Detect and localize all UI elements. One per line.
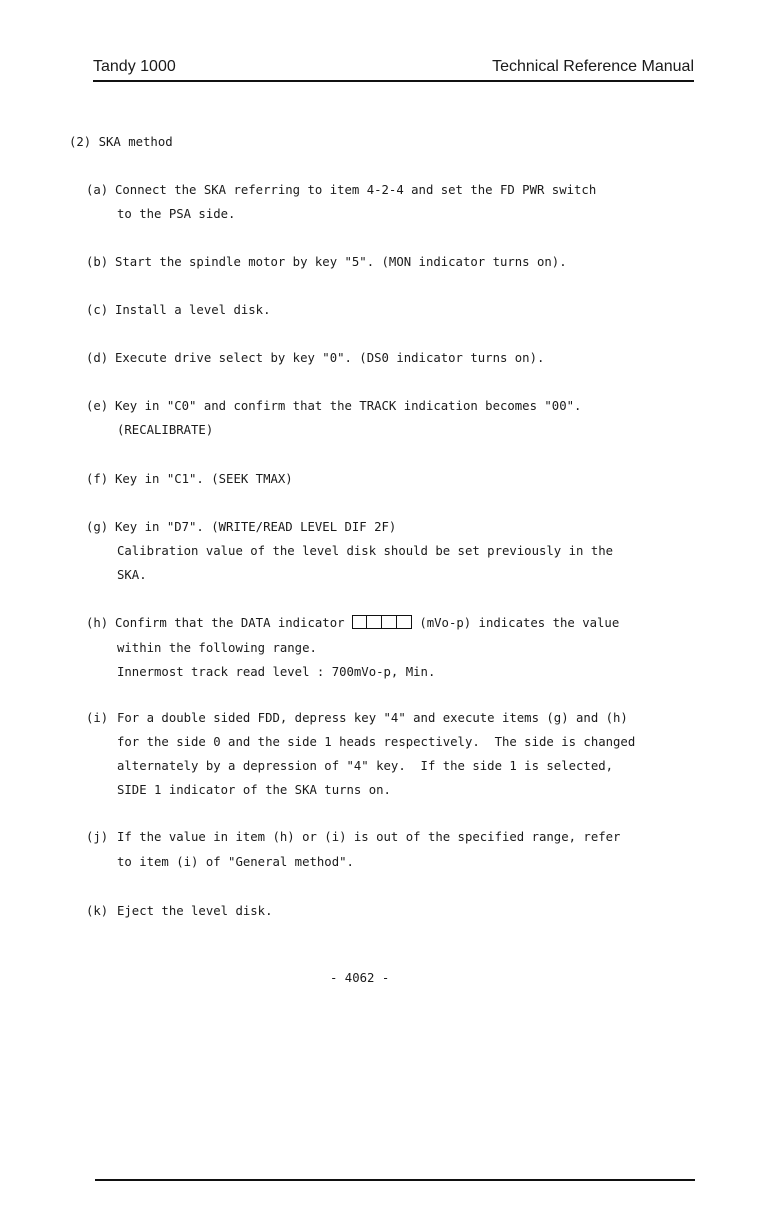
item-label-g: (g) [86,520,109,534]
item-b-line-1: Start the spindle motor by key "5". (MON indicator turns on). [115,255,567,269]
item-label-e: (e) [86,399,109,413]
item-label-k: (k) [86,904,109,918]
page-header [93,58,694,80]
item-j-line-2: to item (i) of "General method". [117,855,354,869]
item-label-b: (b) [86,255,109,269]
item-i-line-2: for the side 0 and the side 1 heads respectively. The side is changed [117,735,636,749]
item-i-line-4: SIDE 1 indicator of the SKA turns on. [117,783,391,797]
header-title-left: Tandy 1000 [93,58,176,75]
item-label-j: (j) [86,830,109,844]
item-g-line-3: SKA. [117,568,147,582]
item-k-line-1: Eject the level disk. [117,904,273,918]
header-rule [93,80,694,82]
data-indicator-box [352,615,412,629]
item-c-line-1: Install a level disk. [115,303,271,317]
section-title: (2) SKA method [69,135,173,149]
item-label-i: (i) [86,711,109,725]
item-h-line-1-end: (mVo-p) indicates the value [419,616,620,630]
item-i-line-3: alternately by a depression of "4" key. If the side 1 is selected, [117,759,614,773]
header-title-right: Technical Reference Manual [492,58,694,75]
item-label-d: (d) [86,351,109,365]
item-label-h: (h) [86,616,109,630]
item-i-line-1: For a double sided FDD, depress key "4" and execute items (g) and (h) [117,711,628,725]
item-h-line-1-start: Confirm that the DATA indicator [115,616,345,630]
item-a-line-1: Connect the SKA referring to item 4-2-4 and set the FD PWR switch [115,183,597,197]
item-h-line-1 [115,615,619,631]
item-g-line-1: Key in "D7". (WRITE/READ LEVEL DIF 2F) [115,520,397,534]
item-g-line-2: Calibration value of the level disk should be set previously in the [117,544,614,558]
item-f-line-1: Key in "C1". (SEEK TMAX) [115,472,293,486]
item-label-a: (a) [86,183,109,197]
item-j-line-1: If the value in item (h) or (i) is out of the specified range, refer [117,830,621,844]
item-h-line-2: within the following range. [117,641,317,655]
item-e-line-2: (RECALIBRATE) [117,423,214,437]
item-e-line-1: Key in "C0" and confirm that the TRACK indication becomes "00". [115,399,582,413]
footer-rule [95,1179,695,1181]
item-h-line-3: Innermost track read level : 700mVo-p, Min. [117,665,436,679]
item-a-line-2: to the PSA side. [117,207,236,221]
item-d-line-1: Execute drive select by key "0". (DS0 indicator turns on). [115,351,545,365]
item-label-c: (c) [86,303,109,317]
item-label-f: (f) [86,472,109,486]
page-number: - 4062 - [330,971,390,985]
